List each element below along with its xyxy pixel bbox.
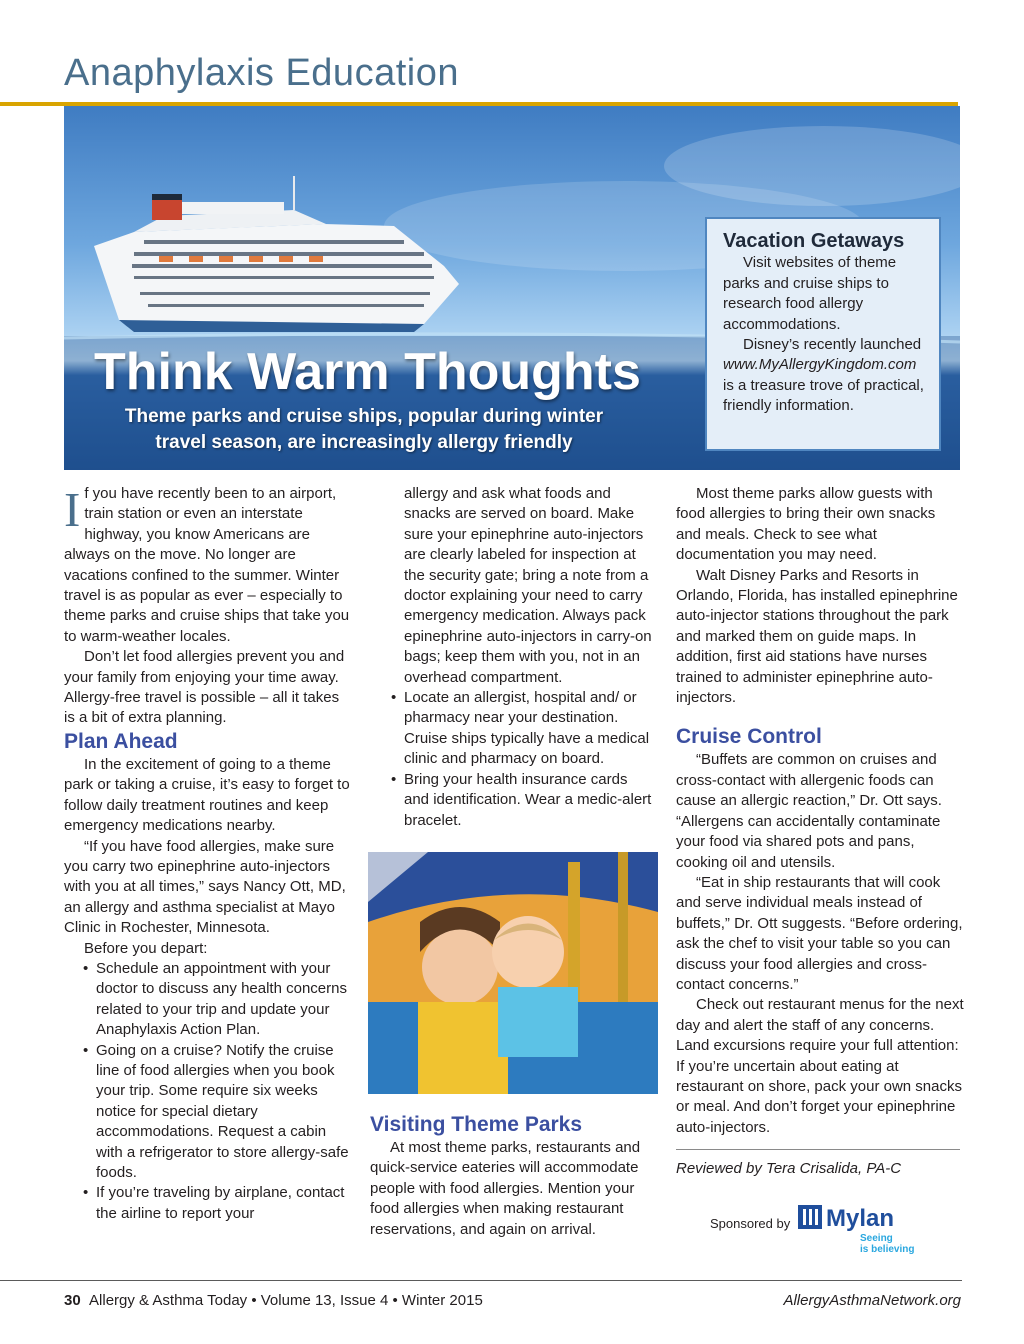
body-paragraph: Walt Disney Parks and Resorts in Orlando, Florida, has installed epinephrine auto-injector stations throughout the park and marked them on guide maps. In addition, first aid stations have nurses trained to administer epinephrine auto-injectors. [676,566,958,707]
article-column-1 [64,484,352,1224]
sidebar-paragraph [723,335,925,417]
list-item: • If you’re traveling by airplane, contact the airline to report your [96,1183,352,1224]
footer-website[interactable]: AllergyAsthmaNetwork.org [783,1292,961,1309]
checklist [404,484,656,831]
body-paragraph: “If you have food allergies, make sure you carry two epinephrine auto-injectors with you at all times,” says Nancy Ott, MD, an allergy and asthma specialist at Mayo Clinic in Rochester, Minnesota. [64,837,346,937]
article-column-2 [404,484,656,831]
drop-cap: I [64,482,81,537]
body-paragraph: Most theme parks allow guests with food allergies to bring their own snacks and meals. Check to see what documentation you may need. [676,485,936,564]
mylan-logo [798,1203,918,1255]
myallergykingdom-link[interactable]: www.MyAllergyKingdom.com [723,356,917,374]
carousel-photo [368,852,658,1094]
list-item: allergy and ask what foods and snacks are served on board. Make sure your epinephrine auto-injectors are clearly labeled for inspection at the security gate; bring a note from a doctor explaining your need to carry emergency medication. Always pack epinephrine auto-injectors in carry-on bags; keep them with you, not in an overhead compartment. [404,485,652,686]
body-paragraph: “Buffets are common on cruises and cross-contact with allergenic foods can cause an allergic reaction,” Dr. Ott says. “Allergens can accidentally contaminate your food via shared pots and pans, cooking oil and utensils. [676,751,942,871]
reviewer-divider [676,1149,960,1150]
body-paragraph: At most theme parks, restaurants and quick-service eateries will accommodate people with food allergies. Mention your food allergies when making restaurant reservations, and again on arrival. [370,1139,641,1238]
body-paragraph: Check out restaurant menus for the next day and alert the staff of any concerns. Land excursions require your full attention: If you’re uncertain about eating at restaurant on shore, pack your own snacks or meal. And don’t forget your epinephrine auto-injectors. [676,996,964,1136]
mylan-tagline: Seeing [860,1233,893,1244]
intro-text: f you have recently been to an airport, train station or even an interstate highway, you know Americans are always on the move. No longer are vacations confined to the summer. Winter travel is as popular as ever – especially to theme parks and cruise ships that take you to warm-weather locales. [64,485,350,645]
mylan-wordmark: Mylan [826,1205,895,1232]
sidebar-title: Vacation Getaways [723,230,905,252]
sidebar-text: Disney’s recently launched [743,336,922,354]
footer-divider [0,1280,962,1281]
list-item: • Going on a cruise? Notify the cruise line of food allergies when you book your trip. Some require six weeks notice for special dietary accommodations. Request a cabin with a refrigerator to store allergy-safe foods. [96,1041,352,1184]
section-title: Anaphylaxis Education [64,52,459,94]
vacation-getaways-sidebar [705,217,941,451]
body-paragraph: In the excitement of going to a theme park or taking a cruise, it’s easy to forget to follow daily treatment routines and keep emergency medications nearby. [64,755,350,835]
list-item: • Bring your health insurance cards and identification. Wear a medic-alert bracelet. [404,770,656,831]
carousel-kids-image [368,852,658,1094]
cruise-control-heading: Cruise Control [676,725,822,749]
publication-info: Allergy & Asthma Today • Volume 13, Issue 4 • Winter 2015 [89,1292,483,1309]
sidebar-paragraph: Visit websites of theme parks and cruise ships to research food allergy accommodations. [723,254,897,333]
body-paragraph: “Eat in ship restaurants that will cook and serve individual meals instead of buffets,” Dr. Ott suggests. “Before ordering, ask the chef to visit your table so you can discuss your food allergies and cross-contact concerns.” [676,873,963,993]
article-column-3 [676,484,964,1138]
visiting-theme-parks-section [370,1112,662,1240]
hero-title: Think Warm Thoughts [94,343,641,401]
intro-paragraph [64,484,352,647]
mylan-tagline: is believing [860,1244,915,1255]
visiting-theme-parks-heading: Visiting Theme Parks [370,1113,583,1136]
list-item: • Schedule an appointment with your doctor to discuss any health concerns related to your trip and update your Anaphylaxis Action Plan. [96,959,352,1041]
list-item: • Locate an allergist, hospital and/ or pharmacy near your destination. Cruise ships typically have a medical clinic and pharmacy on board. [404,688,656,770]
plan-ahead-heading: Plan Ahead [64,729,178,753]
hero-subtitle: Theme parks and cruise ships, popular during winter travel season, are increasingly allergy friendly [124,406,604,453]
checklist [64,959,352,1224]
footer-publication [64,1292,483,1309]
reviewed-by: Reviewed by Tera Crisalida, PA-C [676,1160,902,1177]
body-paragraph: Before you depart: [84,939,208,957]
intro-paragraph: Don’t let food allergies prevent you and your family from enjoying your time away. Allergy-free travel is possible – all it takes is a bit of extra planning. [64,648,345,727]
page-number: 30 [64,1292,81,1309]
sponsored-by-label: Sponsored by [710,1216,791,1231]
sidebar-text: is a treasure trove of practical, friendly information. [723,376,924,415]
